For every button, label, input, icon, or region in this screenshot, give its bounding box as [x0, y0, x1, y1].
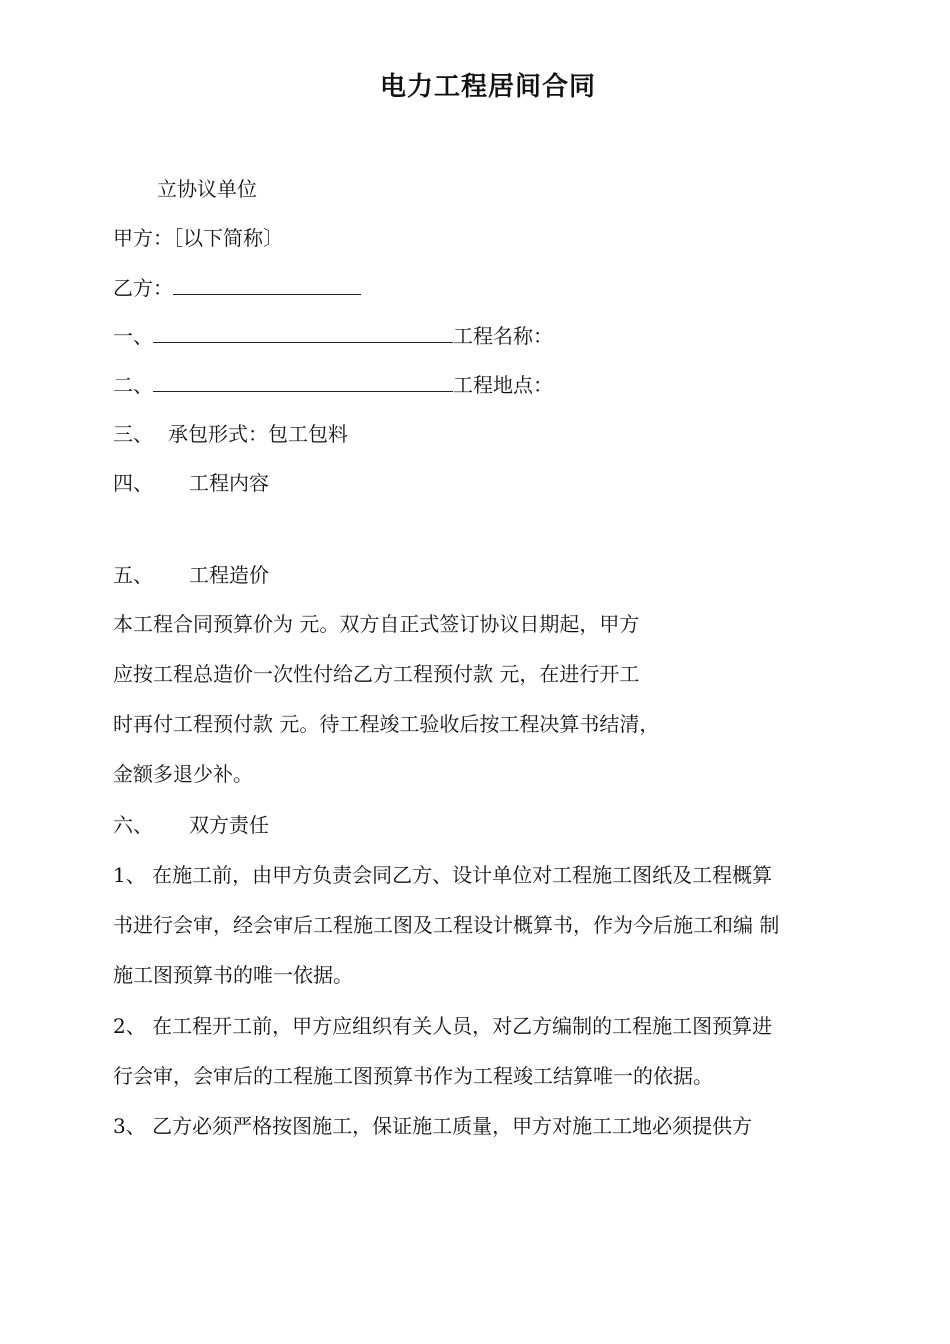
duty1-line: 1、 在施工前，由甲方负责会同乙方、设计单位对工程施工图纸及工程概算: [113, 863, 773, 887]
item1-line: [113, 324, 553, 348]
party-a-value: ［以下简称〕: [173, 226, 283, 250]
duty2-line: 行会审，会审后的工程施工图预算书作为工程竣工结算唯一的依据。: [113, 1064, 713, 1088]
item1-label: 工程名称：: [453, 324, 553, 348]
price-paragraph-line: 本工程合同预算价为 元。双方自正式签订协议日期起，甲方: [113, 612, 640, 636]
duty3-line: 3、 乙方必须严格按图施工，保证施工质量，甲方对施工工地必须提供方: [113, 1114, 753, 1138]
item1-number: 一、: [113, 324, 153, 348]
item5-line: [113, 563, 269, 587]
duty1-line: 施工图预算书的唯一依据。: [113, 963, 353, 987]
item2-number: 二、: [113, 373, 153, 397]
price-paragraph-line: 应按工程总造价一次性付给乙方工程预付款 元，在进行开工: [113, 662, 640, 686]
item6-number: 六、: [113, 813, 153, 837]
item2-label: 工程地点：: [453, 373, 553, 397]
item3-line: [113, 422, 348, 446]
item4-line: [113, 471, 269, 495]
item2-blank: [153, 373, 453, 392]
party-b-label: 乙方：: [113, 276, 173, 300]
item2-line: [113, 373, 553, 397]
duty2-line: 2、 在工程开工前，甲方应组织有关人员，对乙方编制的工程施工图预算进: [113, 1014, 773, 1038]
party-a-label: 甲方：: [113, 226, 173, 250]
party-b-blank: [173, 276, 361, 295]
document-title: 电力工程居间合同: [379, 72, 596, 102]
price-paragraph-line: 时再付工程预付款 元。待工程竣工验收后按工程决算书结清，: [113, 712, 660, 736]
item5-text: 工程造价: [189, 563, 269, 587]
item3-text: 承包形式：包工包料: [168, 422, 348, 446]
duty1-line: 书进行会审，经会审后工程施工图及工程设计概算书，作为今后施工和编 制: [113, 913, 780, 937]
price-paragraph-line: 金额多退少补。: [113, 762, 253, 786]
item6-line: [113, 813, 269, 837]
party-b-line: [113, 276, 361, 300]
item3-number: 三、: [113, 422, 153, 446]
intro-line: 立协议单位: [157, 177, 257, 201]
item6-text: 双方责任: [189, 813, 269, 837]
item1-blank: [153, 324, 453, 343]
item4-text: 工程内容: [189, 471, 269, 495]
item4-number: 四、: [113, 471, 153, 495]
party-a-line: [113, 226, 283, 250]
item5-number: 五、: [113, 563, 153, 587]
